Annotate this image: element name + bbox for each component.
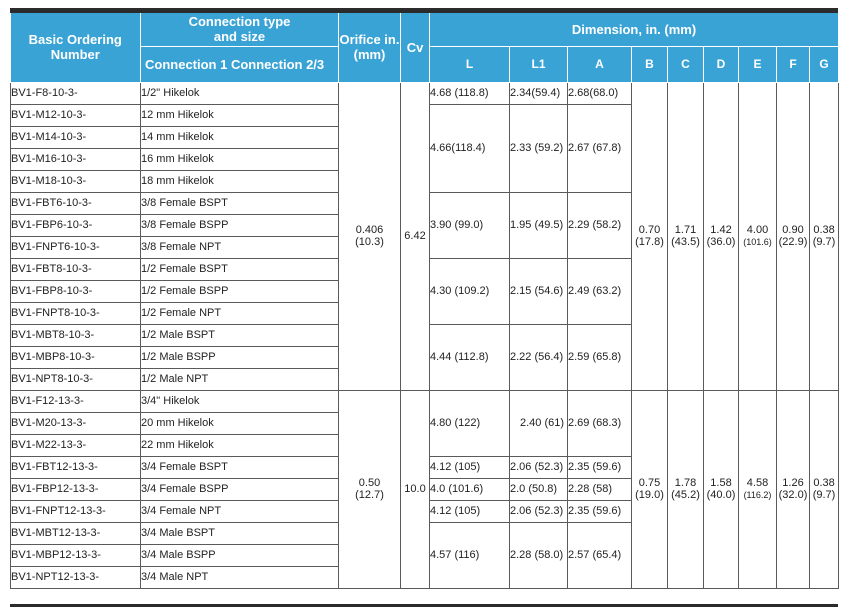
part-number: BV1-FNPT12-13-3-	[11, 500, 141, 522]
dim-c-mm: (43.5)	[671, 236, 700, 248]
header-connection-sub	[141, 46, 339, 82]
header-e: E	[739, 46, 777, 82]
dim-f	[777, 82, 810, 390]
connection: 1/2 Male NPT	[141, 368, 339, 390]
header-cv: Cv	[401, 13, 430, 82]
dim-c-in: 1.78	[674, 477, 697, 489]
dim-l1: 2.34(59.4)	[510, 82, 568, 104]
part-number: BV1-FBT12-13-3-	[11, 456, 141, 478]
spec-table	[10, 13, 839, 589]
connection: 3/8 Female BSPP	[141, 214, 339, 236]
header-c: C	[668, 46, 704, 82]
connection: 14 mm Hikelok	[141, 126, 339, 148]
dim-a: 2.28 (58)	[568, 478, 632, 500]
connection: 12 mm Hikelok	[141, 104, 339, 126]
dim-c-mm: (45.2)	[671, 489, 700, 501]
orifice-mm: (10.3)	[355, 236, 384, 248]
connection: 3/4 Male NPT	[141, 566, 339, 588]
part-number: BV1-FNPT6-10-3-	[11, 236, 141, 258]
part-number: BV1-FBT8-10-3-	[11, 258, 141, 280]
connection: 1/2 Female BSPP	[141, 280, 339, 302]
part-number: BV1-M22-13-3-	[11, 434, 141, 456]
dim-e	[739, 390, 777, 588]
dim-l: 4.44 (112.8)	[430, 324, 510, 390]
dim-l1: 2.33 (59.2)	[510, 104, 568, 192]
dim-g-in: 0.38	[813, 224, 835, 236]
connection: 1/2 Male BSPT	[141, 324, 339, 346]
dim-l1: 2.06 (52.3)	[510, 500, 568, 522]
dim-b-in: 0.70	[638, 224, 661, 236]
part-number: BV1-FBP6-10-3-	[11, 214, 141, 236]
header-connection23: Connection 2/3	[230, 56, 325, 72]
dim-d-mm: (36.0)	[706, 236, 736, 248]
connection: 1/2" Hikelok	[141, 82, 339, 104]
dim-a: 2.29 (58.2)	[568, 192, 632, 258]
dim-a: 2.67 (67.8)	[568, 104, 632, 192]
orifice-mm: (12.7)	[355, 489, 384, 501]
connection: 16 mm Hikelok	[141, 148, 339, 170]
header-l1: L1	[510, 46, 568, 82]
dim-b-mm: (17.8)	[635, 236, 664, 248]
dim-l1: 1.95 (49.5)	[510, 192, 568, 258]
part-number: BV1-MBT8-10-3-	[11, 324, 141, 346]
dim-a: 2.68(68.0)	[568, 82, 632, 104]
connection: 1/2 Female NPT	[141, 302, 339, 324]
part-number: BV1-M12-10-3-	[11, 104, 141, 126]
dim-e-mm: (116.2)	[743, 490, 772, 500]
dim-a: 2.57 (65.4)	[568, 522, 632, 588]
dim-c	[668, 82, 704, 390]
dim-d	[704, 82, 739, 390]
table-row	[11, 82, 839, 104]
cv-cell: 10.0	[401, 390, 430, 588]
dim-a: 2.35 (59.6)	[568, 456, 632, 478]
part-number: BV1-MBT12-13-3-	[11, 522, 141, 544]
connection: 3/4 Female BSPT	[141, 456, 339, 478]
orifice-in: 0.406	[355, 224, 384, 236]
dim-d-in: 1.58	[710, 477, 732, 489]
dim-c	[668, 390, 704, 588]
dim-a: 2.35 (59.6)	[568, 500, 632, 522]
dim-b	[632, 82, 668, 390]
dim-b	[632, 390, 668, 588]
dim-l: 4.68 (118.8)	[430, 82, 510, 104]
dim-b-mm: (19.0)	[635, 489, 664, 501]
connection: 20 mm Hikelok	[141, 412, 339, 434]
part-number: BV1-MBP12-13-3-	[11, 544, 141, 566]
part-number: BV1-FBP8-10-3-	[11, 280, 141, 302]
part-number: BV1-F12-13-3-	[11, 390, 141, 412]
dim-l1: 2.06 (52.3)	[510, 456, 568, 478]
dim-l: 4.12 (105)	[430, 500, 510, 522]
dim-l: 4.57 (116)	[430, 522, 510, 588]
bottom-rule	[10, 604, 838, 607]
connection: 3/8 Female BSPT	[141, 192, 339, 214]
header-connection-group: Connection type and size	[141, 13, 339, 46]
part-number: BV1-M18-10-3-	[11, 170, 141, 192]
header-orifice: Orifice in. (mm)	[339, 13, 401, 82]
dim-g	[810, 390, 839, 588]
orifice-cell	[339, 390, 401, 588]
connection: 22 mm Hikelok	[141, 434, 339, 456]
cv-cell: 6.42	[401, 82, 430, 390]
dim-l: 3.90 (99.0)	[430, 192, 510, 258]
header-b: B	[632, 46, 668, 82]
header-connection1: Connection 1	[145, 56, 228, 72]
part-number: BV1-NPT12-13-3-	[11, 566, 141, 588]
dim-l1: 2.40 (61)	[510, 390, 568, 456]
dim-l1: 2.22 (56.4)	[510, 324, 568, 390]
dim-l: 4.30 (109.2)	[430, 258, 510, 324]
part-number: BV1-FNPT8-10-3-	[11, 302, 141, 324]
dim-g-in: 0.38	[813, 477, 835, 489]
dim-f-mm: (32.0)	[778, 489, 808, 501]
dim-d	[704, 390, 739, 588]
orifice-cell	[339, 82, 401, 390]
dim-l: 4.66(118.4)	[430, 104, 510, 192]
connection: 3/4 Female BSPP	[141, 478, 339, 500]
dim-e	[739, 82, 777, 390]
part-number: BV1-FBT6-10-3-	[11, 192, 141, 214]
dim-l: 4.0 (101.6)	[430, 478, 510, 500]
connection: 3/4" Hikelok	[141, 390, 339, 412]
header-dimension-group: Dimension, in. (mm)	[430, 13, 839, 46]
dim-a: 2.49 (63.2)	[568, 258, 632, 324]
dim-a: 2.69 (68.3)	[568, 390, 632, 456]
connection: 1/2 Male BSPP	[141, 346, 339, 368]
connection: 3/4 Male BSPT	[141, 522, 339, 544]
table-row	[11, 390, 839, 412]
dim-g-mm: (9.7)	[812, 489, 836, 501]
dim-b-in: 0.75	[638, 477, 661, 489]
part-number: BV1-M14-10-3-	[11, 126, 141, 148]
dim-d-mm: (40.0)	[706, 489, 736, 501]
part-number: BV1-F8-10-3-	[11, 82, 141, 104]
connection: 18 mm Hikelok	[141, 170, 339, 192]
part-number: BV1-M16-10-3-	[11, 148, 141, 170]
dim-f-mm: (22.9)	[778, 236, 808, 248]
part-number: BV1-NPT8-10-3-	[11, 368, 141, 390]
connection: 1/2 Female BSPT	[141, 258, 339, 280]
header-ordering: Basic Ordering Number	[11, 13, 141, 82]
dim-d-in: 1.42	[710, 224, 732, 236]
dim-l1: 2.15 (54.6)	[510, 258, 568, 324]
dim-l: 4.12 (105)	[430, 456, 510, 478]
header-f: F	[777, 46, 810, 82]
header-l: L	[430, 46, 510, 82]
dim-f-in: 0.90	[782, 224, 804, 236]
dim-f	[777, 390, 810, 588]
dim-e-in: 4.00	[746, 224, 769, 236]
dim-g-mm: (9.7)	[812, 236, 836, 248]
dim-e-mm: (101.6)	[743, 237, 772, 247]
dim-a: 2.59 (65.8)	[568, 324, 632, 390]
dim-l1: 2.28 (58.0)	[510, 522, 568, 588]
header-g: G	[810, 46, 839, 82]
part-number: BV1-M20-13-3-	[11, 412, 141, 434]
header-a: A	[568, 46, 632, 82]
dim-f-in: 1.26	[782, 477, 804, 489]
dim-l1: 2.0 (50.8)	[510, 478, 568, 500]
connection: 3/4 Female NPT	[141, 500, 339, 522]
orifice-in: 0.50	[358, 477, 381, 489]
part-number: BV1-MBP8-10-3-	[11, 346, 141, 368]
dim-g	[810, 82, 839, 390]
dim-l: 4.80 (122)	[430, 390, 510, 456]
header-d: D	[704, 46, 739, 82]
dim-e-in: 4.58	[746, 477, 769, 489]
connection: 3/4 Male BSPP	[141, 544, 339, 566]
dim-c-in: 1.71	[674, 224, 697, 236]
part-number: BV1-FBP12-13-3-	[11, 478, 141, 500]
connection: 3/8 Female NPT	[141, 236, 339, 258]
